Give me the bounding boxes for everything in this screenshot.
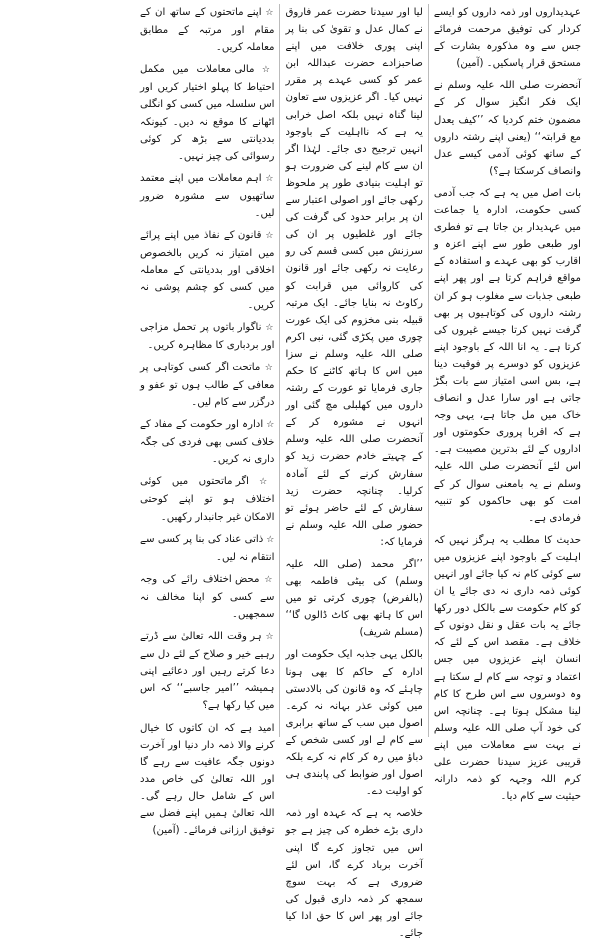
paragraph: لیا اور سیدنا حضرت عمر فاروق نے کمال عدل و تقویٰ کی بنا پر اپنی پوری خلافت میں اپنے صاحبزادے حضرت عبداللہ ابن عمر کو کسی عہدے پر مقرر نہیں کیا۔ اگر عزیزوں سے تعاون لینا گناہ نہیں بلکہ اصل خرابی یہ ہے کہ نااہلیت کے باوجود انہیں ترجیح دی جائے۔ لہٰذا اگر ان سے کام لینے کی ضرورت ہو تو اہلیت بنیادی طور پر ملحوظ رکھی جائے اور اصولی اعتبار سے ان پر برابر حدود کی گرفت کی جائے اور غلطیوں پر ان کی سرزنش میں کسی قسم کی رو رعایت نہ رکھی جائے اور قانون کی کاروائی میں قرابت کو رکاوٹ نہ بنایا جائے۔ ایک مرتبہ قبیلہ بنی مخزوم کی ایک عورت چوری میں پکڑی گئی، نبی اکرم صلی اللہ علیہ وسلم نے سزا میں اس کا ہاتھ کاٹنے کا حکم جاری فرمایا تو عورت کے رشتہ داروں میں کھلبلی مچ گئی اور انہوں نے مشورہ کر کے آنحضرت صلی اللہ علیہ وسلم کے چہیتے خادم حضرت زید کو سفارش کرنے کے لئے آمادہ کرلیا۔ چنانچہ حضرت زید سفارش کے لئے حاضر ہوئے تو حضور صلی اللہ علیہ وسلم نے فرمایا کہ: <box>285 7 423 548</box>
list-item: ☆ ناگوار باتوں پر تحمل مزاجی اور بردباری کا مظاہرہ کریں۔ <box>140 319 275 354</box>
center-left-column <box>135 4 281 837</box>
list-item: ☆ اہم معاملات میں اپنے معتمد ساتھیوں سے مشورہ ضرور لیں۔ <box>140 170 275 222</box>
text-columns <box>4 4 586 939</box>
paragraph: حدیث کا مطلب یہ ہرگز نہیں کہ اہلیت کے باوجود اپنے عزیزوں میں سے کوئی کام نہ کیا جائے اور انہیں کوئی ذمہ داری نہ دی جائے یا ان کو کام حکومت سے بالکل دور رکھا جائے یہ بات عقل و نقل دونوں کے خلاف ہے۔ مقصد اس کے لئے کہ انسان اپنے عزیزوں میں جس اعتماد و توجہ سے کام لے سکتا ہے وہ دوسروں سے اس طرح کا کام لینا مشکل ہوتا ہے۔ چنانچہ اس کی خود آپ صلی اللہ علیہ وسلم نے بہت سے معاملات میں اپنے قریبی عزیز سیدنا حضرت علی کرم اللہ وجہہ کو ذمہ دارانہ حیثیت سے کام دیا۔ <box>433 534 581 803</box>
hadith-quote: ’’اگر محمد (صلی اللہ علیہ وسلم) کی بیٹی فاطمہ بھی (بالفرض) چوری کرتی تو میں اس کا ہاتھ بھی کاٹ ڈالوں گا‘‘ (مسلم شریف) <box>285 559 423 639</box>
list-item: ☆ ادارہ اور حکومت کے مفاد کے خلاف کسی بھی فردی کی جگہ داری نہ کریں۔ <box>140 416 275 468</box>
list-item: ☆ قانون کے نفاذ میں اپنے پرائے میں امتیاز نہ کریں بالخصوص اخلاقی اور بددیانتی کے معاملہ میں کسی کو چشم پوشی نہ کریں۔ <box>140 227 275 313</box>
list-item: ☆ محض اختلاف رائے کی وجہ سے کسی کو اپنا مخالف نہ سمجھیں۔ <box>140 571 275 623</box>
list-item: ☆ ہر وقت اللہ تعالیٰ سے ڈرتے رہیے خیر و صلاح کے لئے دل سے دعا کرتے رہیں اور دعائیے اپنی ہمیشہ ’’امیر جاسبے‘‘ کہ اس میں کیا رکھا ہے؟ <box>140 628 275 714</box>
list-item: ☆ ماتحت اگر کسی کوتاہی پر معافی کے طالب ہوں تو عفو و درگزر سے کام لیں۔ <box>140 359 275 411</box>
list-item: ☆ اپنے ماتحتوں کے ساتھ ان کے مقام اور مرتبہ کے مطابق معاملہ کریں۔ <box>140 4 275 56</box>
paragraph: خلاصہ یہ ہے کہ عہدہ اور ذمہ داری بڑے خطرہ کی چیز ہے جو اس میں تجاوز کرے گا اپنی آخرت برباد کرے گا، اس لئے ضروری ہے کہ بہت سوچ سمجھ کر ذمہ داری قبول کی جائے اور پھر اس کا حق ادا کیا جائے۔ <box>285 808 423 939</box>
paragraph: بالکل یہی جذبہ ایک حکومت اور ادارہ کے حاکم کا بھی ہونا چاہئے کہ وہ قانون کی بالادستی میں کوئی عذر بہانہ نہ کرے۔ اصول میں سب کے ساتھ برابری سے کام لے اور کسی شخص کے دباؤ میں رہ کر کام نہ کرے بلکہ اصول اور ضوابط کی پابندی ہی کو اولیت دے۔ <box>285 649 423 798</box>
closing-paragraph: امید ہے کہ ان کاتوں کا خیال کرنے والا ذمہ دار دنیا اور آخرت دونوں جگہ عافیت سے رہے گا اور اللہ تعالیٰ کی خاص مدد اس کے شامل حال رہے گی۔ اللہ تعالیٰ ہمیں اپنے فضل سے توفیق ارزانی فرمائے۔ (آمین) <box>139 722 275 837</box>
list-item: ☆ مالی معاملات میں مکمل احتیاط کا پہلو اختیار کریں اور اس سلسلہ میں کسی کو انگلی اٹھانے کا موقع نہ دیں۔ کیونکہ بددیانتی سے بڑھ کر کوئی رسوائی کی چیز نہیں۔ <box>140 61 275 165</box>
paragraph: عہدیداروں اور ذمہ داروں کو ایسے کردار کی توفیق مرحمت فرمائے جس سے وہ مذکورہ بشارت کے مستحق قرار پاسکیں۔ (آمین) <box>433 7 581 70</box>
paragraph: بات اصل میں یہ ہے کہ جب آدمی کسی حکومت، ادارہ یا جماعت میں عہدیدار بن جاتا ہے تو فطری اور طبعی طور سے اپنے اعزہ و اقارب کو بھی عہدے و استفادہ کے مواقع فراہم کرتا ہے اور پھر اپنے طبعی جذبات سے مغلوب ہو کر ان رشتہ داروں کی کوتاہیوں پر بھی گرفت نہیں کرتا جیسے غیروں کی کرتا ہے۔ یہ انا اللہ کے باوجود اپنے عزیزوں کو دوسرے پر فوقیت دینا ہے، بس اسی امتیاز سے بات بگڑ جاتی ہے اور سارا عدل و انصاف خاک میں مل جاتا ہے، یہی وجہ ہے کہ اقربا پروری حکومتوں اور اداروں کے لئے بدترین مصیبت ہے۔ اس لئے آنحضرت صلی اللہ علیہ وسلم نے یہ بامعنی سوال کر کے امت کو بھی حاکموں کو تنبیہ فرمادی ہے۔ <box>433 187 581 524</box>
paragraph: آنحضرت صلی اللہ علیہ وسلم نے ایک فکر انگیز سوال کر کے مضمون ختم کردیا کہ ’’کیف یعدل مع قرابتہ‘‘ (یعنی اپنے رشتہ داروں کے ساتھ کوئی آدمی کیسے عدل وانصاف کرسکتا ہے؟) <box>433 80 581 177</box>
list-item: ☆ ذاتی عناد کی بنا پر کسی سے انتقام نہ لیں۔ <box>140 531 275 566</box>
right-column <box>429 4 586 803</box>
center-right-column <box>280 4 428 939</box>
list-item: ☆ اگر ماتحتوں میں کوئی اختلاف ہو تو اپنے کوحتی الامکان غیر جانبدار رکھیں۔ <box>140 473 275 525</box>
